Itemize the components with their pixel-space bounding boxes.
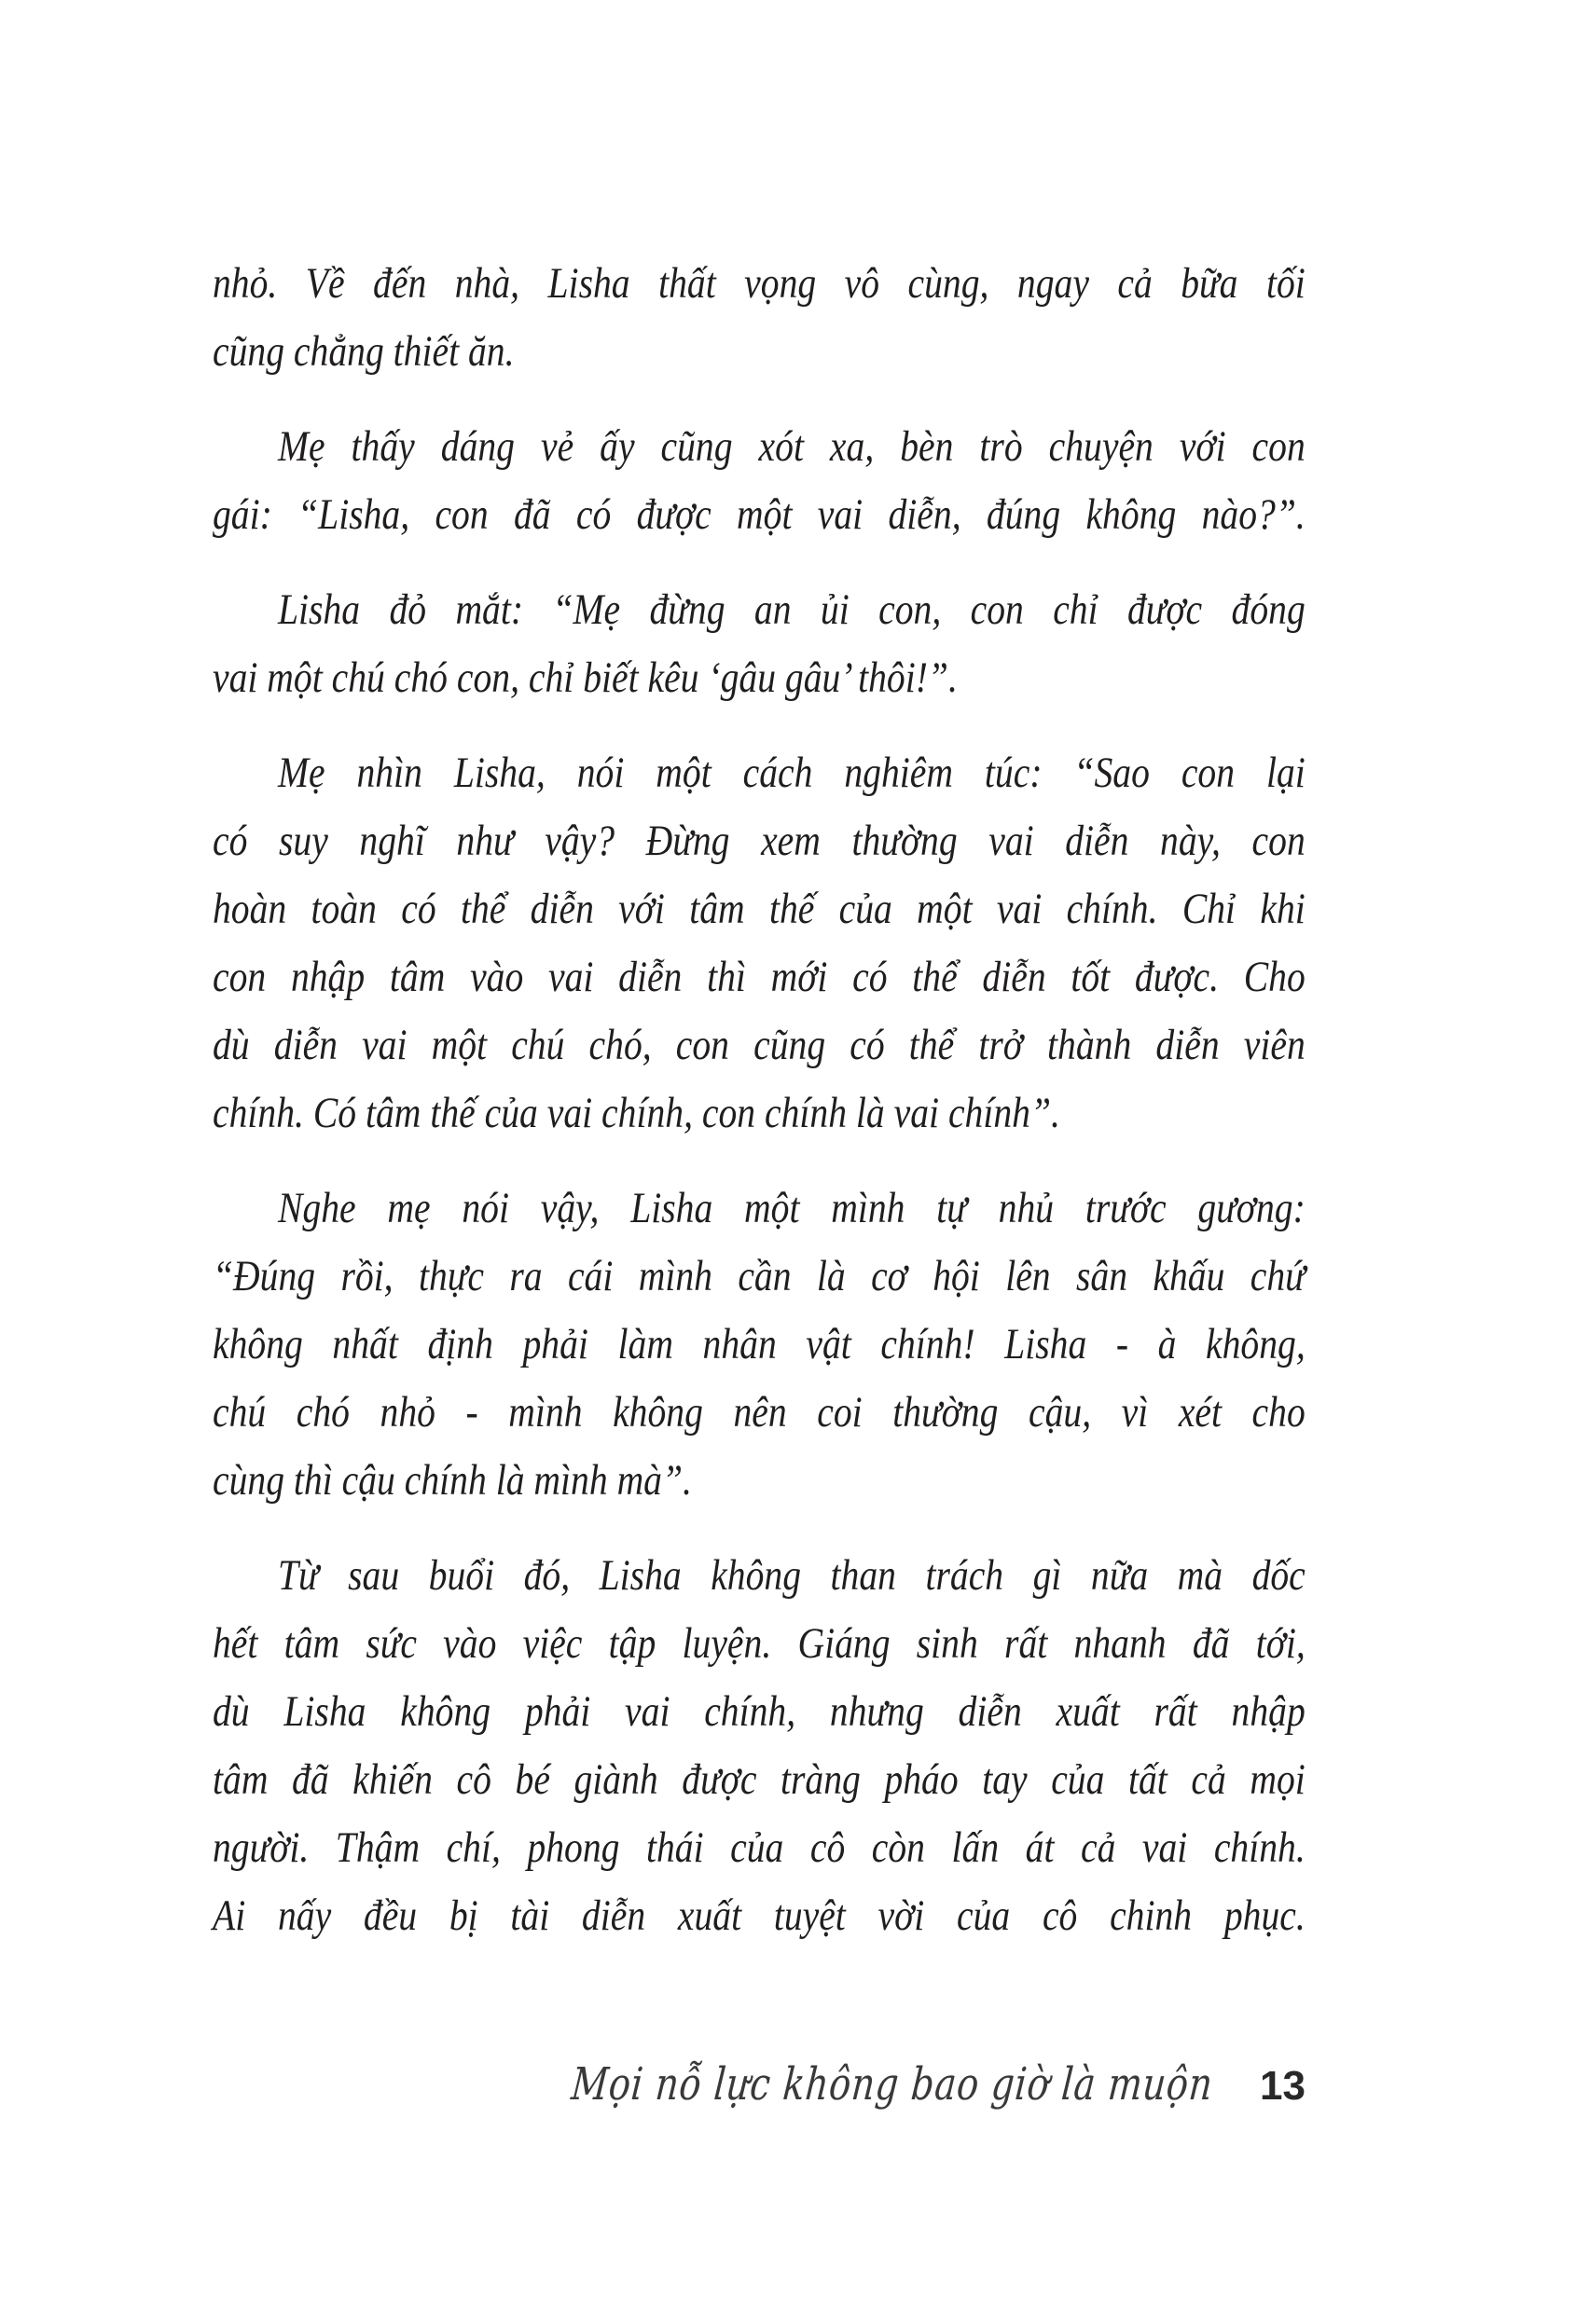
text-line: Nghe mẹ nói vậy, Lisha một mình tự nhủ trước gương: bbox=[277, 1184, 1306, 1232]
text-line: cùng thì cậu chính là mình mà”. bbox=[213, 1456, 692, 1505]
text-line: tâm đã khiến cô bé giành được tràng pháo tay của tất cả mọi bbox=[213, 1755, 1306, 1804]
text-line: chính. Có tâm thế của vai chính, con chính là vai chính”. bbox=[213, 1089, 1060, 1137]
text-line: con nhập tâm vào vai diễn thì mới có thể diễn tốt được. Cho bbox=[213, 953, 1306, 1001]
text-line: dù diễn vai một chú chó, con cũng có thể trở thành diễn viên bbox=[213, 1021, 1306, 1069]
text-line: Ai nấy đều bị tài diễn xuất tuyệt vời của cô chinh phục. bbox=[213, 1891, 1306, 1940]
text-line: người. Thậm chí, phong thái của cô còn lấn át cả vai chính. bbox=[213, 1823, 1306, 1872]
page-number: 13 bbox=[1260, 2063, 1306, 2109]
text-line: Mẹ nhìn Lisha, nói một cách nghiêm túc: “Sao con lại bbox=[277, 749, 1306, 797]
text-line: hết tâm sức vào việc tập luyện. Giáng sinh rất nhanh đã tới, bbox=[213, 1619, 1306, 1668]
paragraph bbox=[213, 413, 1306, 549]
text-line: gái: “Lisha, con đã có được một vai diễn, đúng không nào?”. bbox=[213, 490, 1306, 539]
text-line: không nhất định phải làm nhân vật chính! Lisha - à không, bbox=[213, 1320, 1306, 1368]
paragraph bbox=[213, 1175, 1306, 1515]
paragraph bbox=[213, 1542, 1306, 1950]
text-line: cũng chẳng thiết ăn. bbox=[213, 327, 515, 376]
text-line: “Đúng rồi, thực ra cái mình cần là cơ hội lên sân khấu chứ bbox=[213, 1252, 1306, 1300]
text-line: Từ sau buổi đó, Lisha không than trách gì nữa mà dốc bbox=[277, 1551, 1306, 1600]
text-line: Mẹ thấy dáng vẻ ấy cũng xót xa, bèn trò chuyện với con bbox=[277, 422, 1306, 471]
text-line: có suy nghĩ như vậy? Đừng xem thường vai diễn này, con bbox=[213, 817, 1306, 865]
running-title: Mọi nỗ lực không bao giờ là muộn bbox=[570, 2058, 1216, 2111]
paragraph-container bbox=[213, 250, 1306, 1950]
paragraph bbox=[213, 739, 1306, 1148]
text-line: vai một chú chó con, chỉ biết kêu ‘gâu gâu’ thôi!”. bbox=[213, 653, 958, 702]
text-line: chú chó nhỏ - mình không nên coi thường cậu, vì xét cho bbox=[213, 1388, 1306, 1437]
text-line: dù Lisha không phải vai chính, nhưng diễn xuất rất nhập bbox=[213, 1687, 1306, 1736]
text-line: nhỏ. Về đến nhà, Lisha thất vọng vô cùng, ngay cả bữa tối bbox=[213, 259, 1306, 308]
paragraph bbox=[213, 576, 1306, 712]
text-line: hoàn toàn có thể diễn với tâm thế của một vai chính. Chỉ khi bbox=[213, 885, 1306, 933]
body-text-block bbox=[213, 250, 1306, 1950]
page-footer bbox=[213, 2058, 1306, 2111]
text-line: Lisha đỏ mắt: “Mẹ đừng an ủi con, con chỉ được đóng bbox=[277, 585, 1306, 634]
paragraph bbox=[213, 250, 1306, 386]
